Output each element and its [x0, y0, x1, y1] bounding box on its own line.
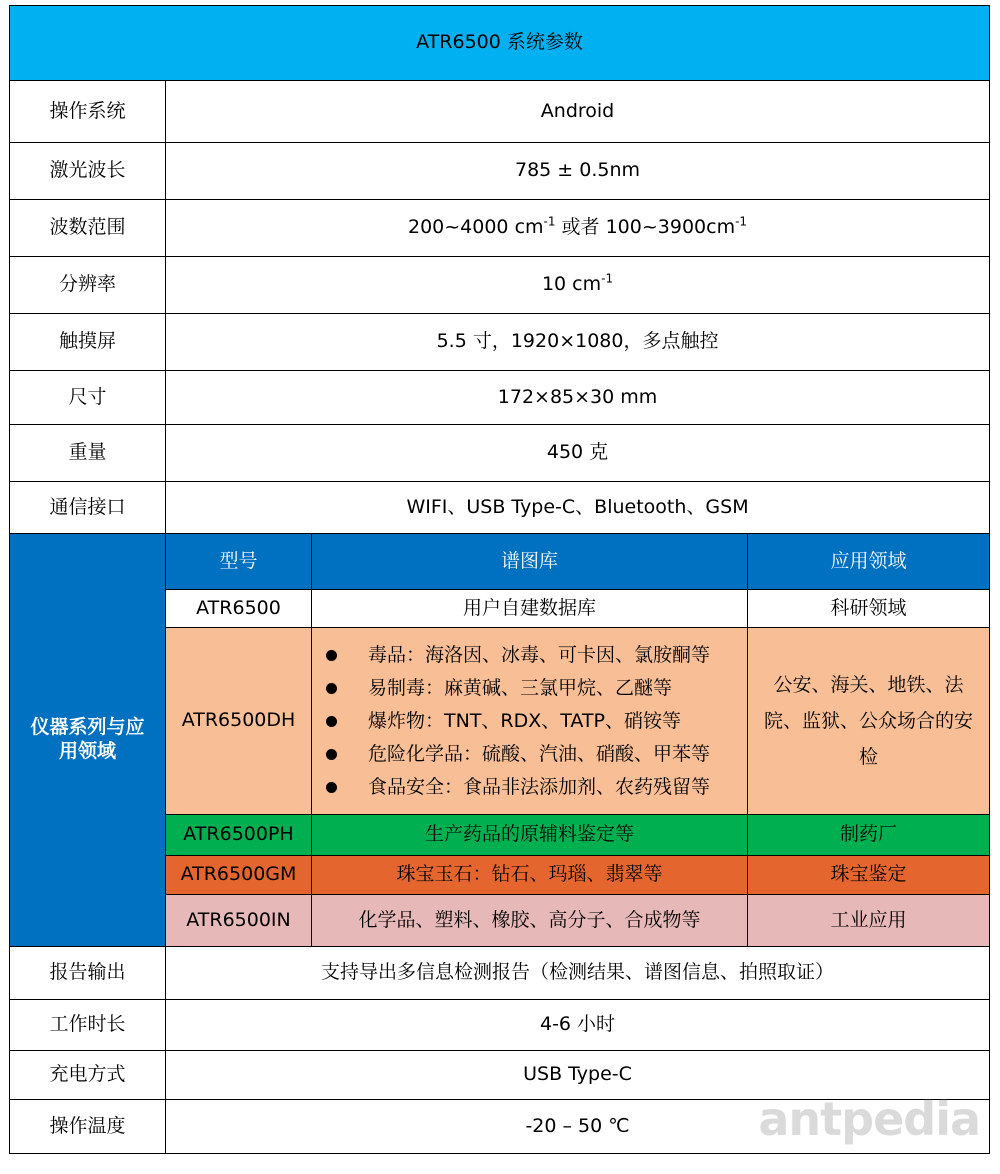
series-model: ATR6500: [166, 590, 312, 628]
spec-value: -20 – 50 ℃: [166, 1100, 990, 1154]
spec-row: [10, 425, 990, 482]
spec-label: 激光波长: [10, 143, 166, 200]
spec-value: 5.5 寸，1920×1080，多点触控: [166, 314, 990, 371]
list-item-text: 食品安全：食品非法添加剂、农药残留等: [368, 775, 711, 798]
series-field: [748, 628, 990, 815]
spec-row: [10, 143, 990, 200]
spec-label: 操作系统: [10, 81, 166, 143]
spec-label: 通信接口: [10, 482, 166, 534]
bullet-icon: [326, 782, 337, 793]
series-field: 科研领域: [748, 590, 990, 628]
superscript: -1: [601, 271, 614, 286]
spec-value: Android: [166, 81, 990, 143]
series-field: 珠宝鉴定: [748, 856, 990, 895]
spec-row: [10, 81, 990, 143]
spec-value: WIFI、USB Type-C、Bluetooth、GSM: [166, 482, 990, 534]
spec-value: USB Type-C: [166, 1051, 990, 1100]
watermark-logo: antpedia: [758, 1092, 980, 1146]
header-library: 谱图库: [312, 534, 748, 590]
series-model: ATR6500GM: [166, 856, 312, 895]
bullet-icon: [326, 683, 337, 694]
wavenumber-text-1: 200~4000 cm: [407, 216, 544, 239]
spec-value: 785 ± 0.5nm: [166, 143, 990, 200]
bullet-icon: [326, 716, 337, 727]
list-item: [324, 639, 747, 672]
spec-row: [10, 1000, 990, 1051]
series-model: ATR6500DH: [166, 628, 312, 815]
series-header-row: [10, 534, 990, 590]
header-field: 应用领域: [748, 534, 990, 590]
spec-label: 充电方式: [10, 1051, 166, 1100]
spec-value: 4-6 小时: [166, 1000, 990, 1051]
spec-label: 触摸屏: [10, 314, 166, 371]
list-item: [324, 705, 747, 738]
series-model: ATR6500IN: [166, 895, 312, 947]
field-text: 公安、海关、地铁、法院、监狱、公众场合的安检: [764, 674, 974, 768]
spec-row: [10, 200, 990, 257]
series-library: [312, 628, 748, 815]
spec-label: 重量: [10, 425, 166, 482]
spec-sheet: [9, 5, 989, 1154]
series-field: 制药厂: [748, 815, 990, 856]
spec-row: [10, 371, 990, 425]
resolution-text: 10 cm: [541, 273, 602, 296]
bullet-icon: [326, 650, 337, 661]
spec-value: 172×85×30 mm: [166, 371, 990, 425]
series-field: 工业应用: [748, 895, 990, 947]
header-model: 型号: [166, 534, 312, 590]
spec-row: [10, 257, 990, 314]
spec-table: [9, 5, 990, 1154]
list-item: [324, 771, 747, 804]
spec-label: 分辨率: [10, 257, 166, 314]
list-item-text: 危险化学品：硫酸、汽油、硝酸、甲苯等: [368, 742, 711, 765]
list-item-text: 易制毒：麻黄碱、三氯甲烷、乙醚等: [368, 676, 673, 699]
spec-label: 波数范围: [10, 200, 166, 257]
spec-label: 工作时长: [10, 1000, 166, 1051]
spec-row: [10, 482, 990, 534]
bullet-icon: [326, 749, 337, 760]
series-model: ATR6500PH: [166, 815, 312, 856]
spec-label: 尺寸: [10, 371, 166, 425]
library-list: [312, 639, 747, 804]
superscript: -1: [543, 214, 556, 229]
list-item-text: 毒品：海洛因、冰毒、可卡因、氯胺酮等: [368, 643, 711, 666]
series-library: 生产药品的原辅料鉴定等: [312, 815, 748, 856]
series-library: 用户自建数据库: [312, 590, 748, 628]
list-item: [324, 672, 747, 705]
list-item: [324, 738, 747, 771]
spec-row: [10, 947, 990, 1000]
spec-label: 操作温度: [10, 1100, 166, 1154]
wavenumber-text-2: 或者 100~3900cm: [555, 216, 736, 239]
series-library: 珠宝玉石：钻石、玛瑙、翡翠等: [312, 856, 748, 895]
series-side-label: [10, 534, 166, 947]
spec-value: [166, 257, 990, 314]
spec-value: [166, 200, 990, 257]
superscript: -1: [735, 214, 748, 229]
list-item-text: 爆炸物：TNT、RDX、TATP、硝铵等: [368, 709, 681, 732]
spec-label: 报告输出: [10, 947, 166, 1000]
table-title: ATR6500 系统参数: [10, 6, 990, 81]
side-label-text: 仪器系列与应用领域: [30, 716, 145, 762]
series-library: 化学品、塑料、橡胶、高分子、合成物等: [312, 895, 748, 947]
spec-row: [10, 314, 990, 371]
title-row: [10, 6, 990, 81]
spec-value: 450 克: [166, 425, 990, 482]
spec-value: 支持导出多信息检测报告（检测结果、谱图信息、拍照取证）: [166, 947, 990, 1000]
